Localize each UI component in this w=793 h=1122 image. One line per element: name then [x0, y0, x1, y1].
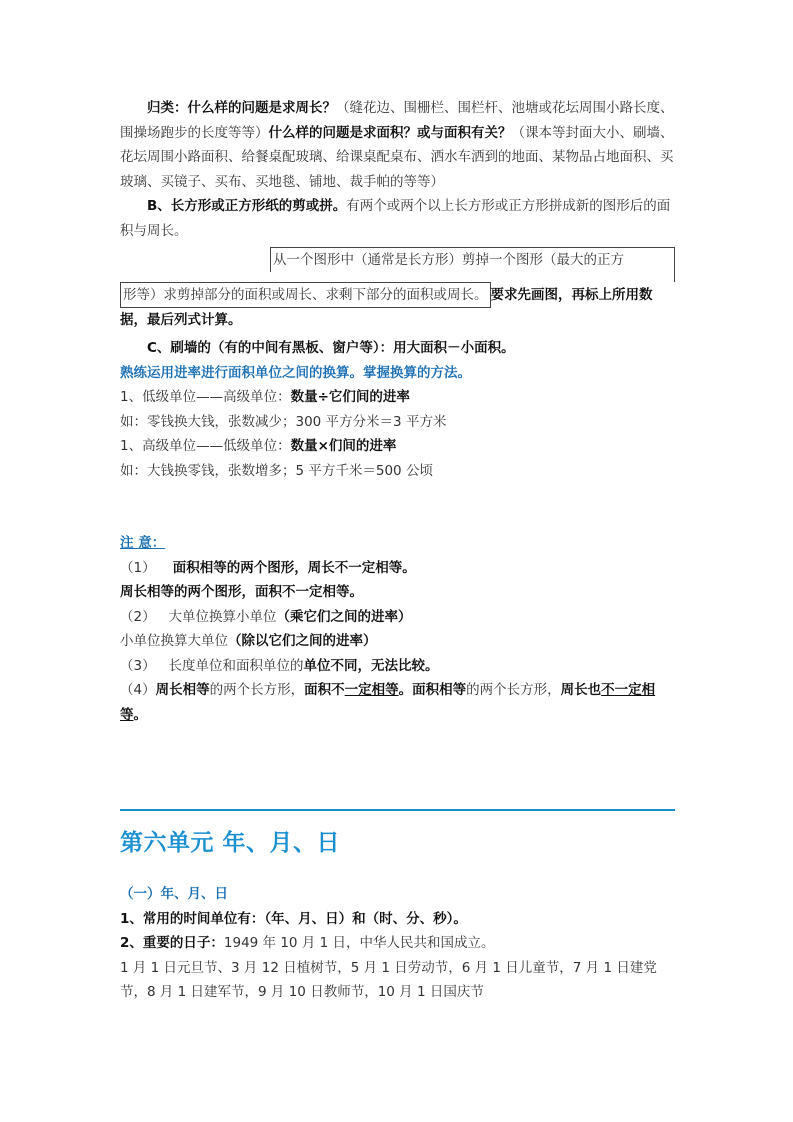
area-examples: （课本等封面大小、刷墙、花坛周围小路面积、给餐桌配玻璃、给课桌配桌布、洒水车洒到的地面、某物品占地面积、买玻璃、买镜子、买布、买地毯、铺地、裁手帕的等等） — [120, 124, 674, 190]
boxed-line-1: 从一个图形中（通常是长方形）剪掉一个图形（最大的正方 — [270, 247, 675, 272]
note-3-bold: 单位不同，无法比较。 — [303, 657, 439, 674]
section-divider — [120, 809, 675, 811]
part-b-text: 有两个或两个以上长方形或正方形拼成新的图形后的面积与周长。 — [120, 198, 671, 239]
boxed-line-2: 形等）求剪掉部分的面积或周长、求剩下部分的面积或周长。 — [120, 282, 491, 308]
part-c-title: C、刷墙的（有的中间有黑板、窗户等）：用大面积－小面积。 — [147, 340, 515, 356]
boxed-note — [120, 247, 675, 332]
perimeter-examples: （缝花边、围栅栏、围栏杆、池塘或花坛周围小路长度、围操场跑步的长度等等） — [120, 100, 674, 141]
perimeter-question: 什么样的问题是求周长？ — [187, 100, 336, 116]
example-1: 如：零钱换大钱，张数减少；300 平方分米＝3 平方米 — [120, 413, 447, 430]
unit-6-section: （一）年、月、日 — [120, 886, 228, 902]
note-2-number: （2） — [120, 608, 156, 625]
note-1-text-2: 周长相等的两个图形，面积不一定相等。 — [120, 584, 363, 600]
note-2-text: 大单位换算小单位 — [168, 608, 277, 625]
note-1-text: 面积相等的两个图形，周长不一定相等。 — [172, 559, 416, 576]
unit-6-item-1: 1、常用的时间单位有：（年、月、日）和（时、分、秒）。 — [120, 910, 467, 927]
note-4: （4）周长相等的两个长方形，面积不一定相等。面积相等的两个长方形，周长也不一定相等。 — [120, 682, 656, 723]
area-question: 什么样的问题是求面积？或与面积有关？ — [268, 124, 512, 141]
classify-paragraph — [120, 96, 675, 194]
part-b-paragraph — [120, 194, 675, 243]
rule-1-formula: 数量÷它们间的进率 — [290, 389, 410, 405]
note-2-line-2: 小单位换算大单位（除以它们之间的进率） — [120, 633, 377, 649]
note-1-number: （1） — [120, 559, 156, 576]
note-1 — [120, 556, 675, 581]
unit-6-title: 第六单元 年、月、日 — [120, 830, 341, 856]
rule-2 — [120, 434, 675, 459]
conversion-heading: 熟练运用进率进行面积单位之间的换算。掌握换算的方法。 — [120, 364, 471, 381]
classify-label: 归类： — [147, 100, 188, 116]
notes-heading: 注 意： — [120, 535, 166, 551]
example-2: 如：大钱换零钱，张数增多；5 平方千米＝500 公顷 — [120, 462, 433, 479]
unit-6-item-2-label: 2、重要的日子： — [120, 935, 224, 951]
note-4-number: （4） — [120, 682, 156, 698]
note-2 — [120, 605, 675, 630]
rule-1 — [120, 385, 675, 410]
note-2-bold: （乘它们之间的进率） — [276, 608, 412, 625]
document-body — [120, 96, 675, 727]
unit-6-body — [120, 882, 680, 1005]
part-b-title: B、长方形或正方形纸的剪或拼。 — [147, 198, 347, 214]
part-c — [120, 336, 675, 361]
rule-1-label: 1、低级单位——高级单位： — [120, 389, 291, 405]
holidays-list: 1 月 1 日元旦节、3 月 12 日植树节，5 月 1 日劳动节，6 月 1 日儿童节，7 月 1 日建党节，8 月 1 日建军节，9 月 10 日教师节，10 月 1 日国庆节 — [120, 959, 657, 1000]
note-3 — [120, 654, 675, 679]
note-3-number: （3） — [120, 657, 156, 674]
unit-6-item-2 — [120, 931, 680, 956]
part-b-bold-tail: 要求先画图，再标上所用数据，最后列式计算。 — [120, 287, 653, 328]
rule-2-formula: 数量×们间的进率 — [290, 438, 397, 454]
unit-6-item-2-text: 1949 年 10 月 1 日，中华人民共和国成立。 — [223, 935, 495, 951]
rule-2-label: 1、高级单位——低级单位： — [120, 438, 291, 454]
note-3-text: 长度单位和面积单位的 — [168, 657, 304, 674]
